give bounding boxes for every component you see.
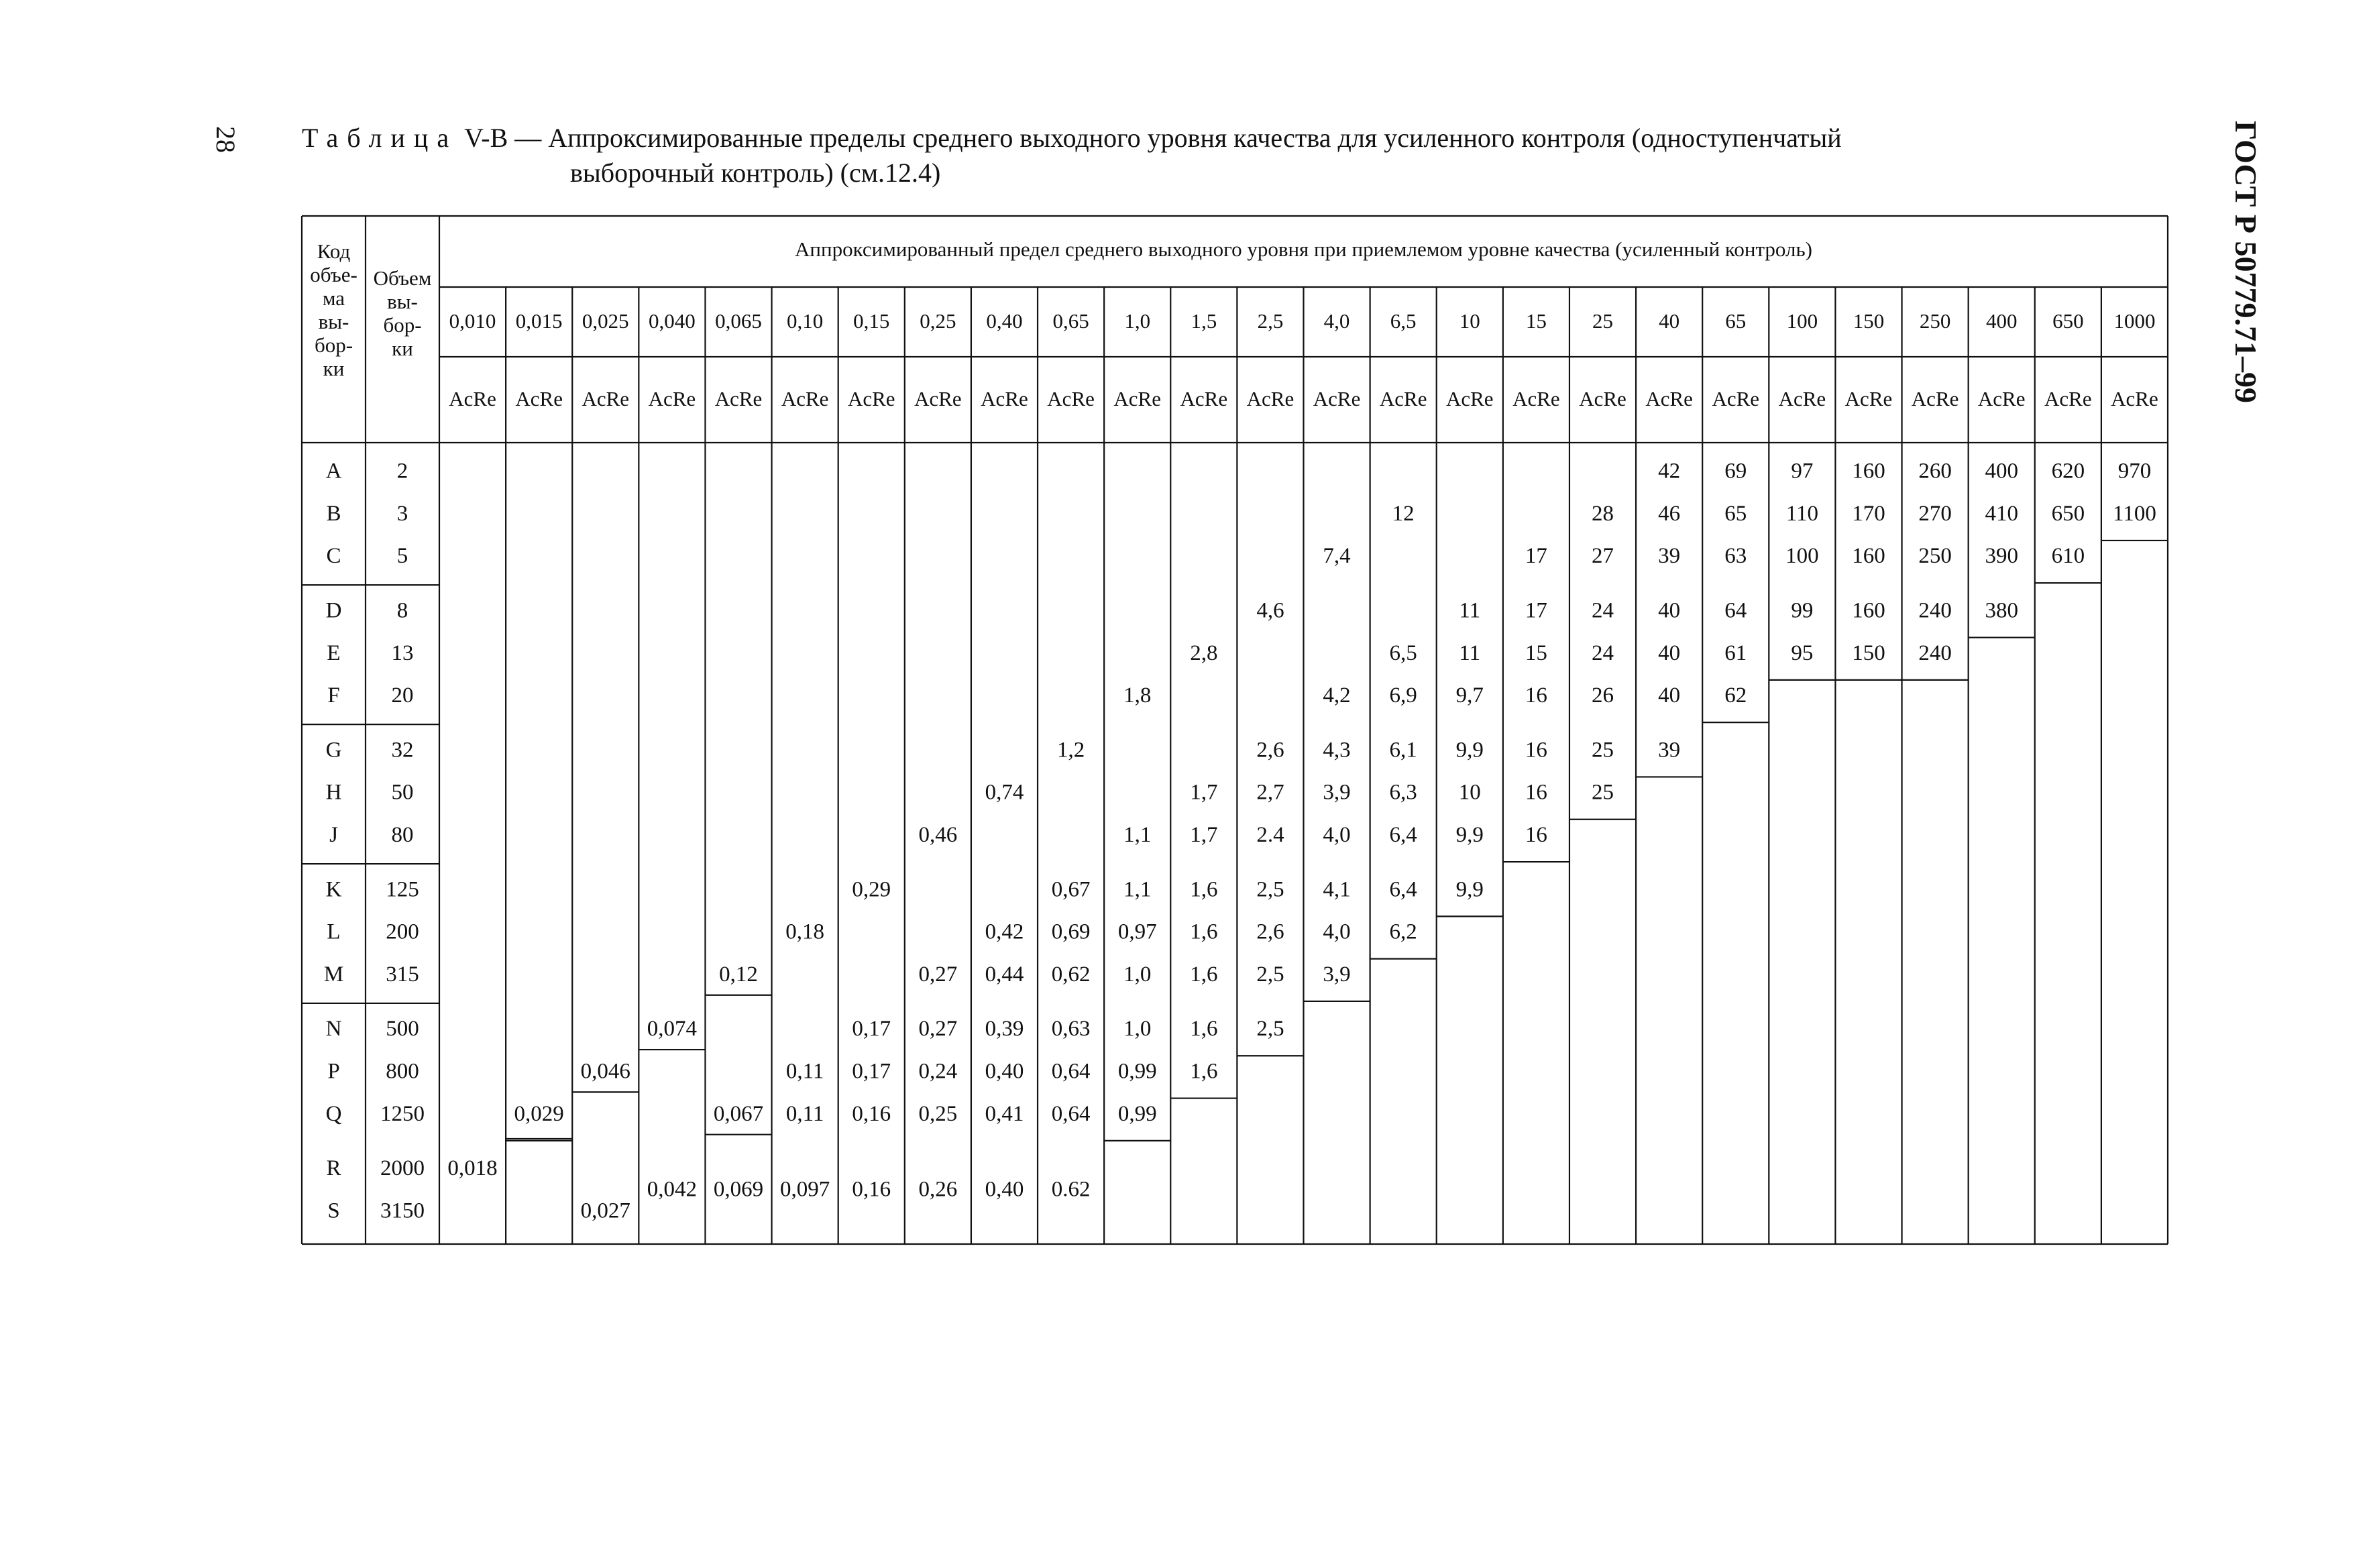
- table-cell-value: 1,0: [1123, 962, 1152, 987]
- aql-header: 1000: [2113, 309, 2156, 333]
- table-cell-value: 1,7: [1190, 780, 1218, 805]
- aql-header: 0,015: [515, 309, 563, 333]
- code-column-header: бор-: [314, 333, 353, 357]
- aql-header: 250: [1919, 309, 1951, 333]
- table-cell-value: 4,6: [1256, 598, 1284, 623]
- table-cell-value: 0,29: [852, 877, 891, 902]
- table-cell-value: 1,6: [1190, 962, 1218, 987]
- table-cell-value: 650: [2051, 501, 2085, 526]
- aql-header: 0,10: [787, 309, 824, 333]
- main-header: Аппроксимированный предел среднего выходного уровня при приемлемом уровне качества (усиленный контроль): [795, 237, 1812, 262]
- row-code: A: [325, 459, 342, 484]
- table-cell-value: 1100: [2113, 501, 2156, 526]
- table-cell-value: 0,25: [918, 1101, 958, 1126]
- acre-header: AcRe: [1844, 387, 1893, 411]
- table-cell-value: 1,2: [1056, 738, 1085, 763]
- table-cell-value: 0,027: [580, 1198, 630, 1223]
- table-cell-value: 4,3: [1323, 738, 1351, 763]
- table-cell-value: 64: [1724, 598, 1747, 623]
- table-cell-value: 4,1: [1323, 877, 1351, 902]
- row-code: N: [325, 1017, 342, 1042]
- acre-header: AcRe: [1246, 387, 1294, 411]
- acre-header: AcRe: [1379, 387, 1427, 411]
- aql-header: 150: [1853, 309, 1885, 333]
- table-cell-value: 1,6: [1190, 1059, 1218, 1084]
- table-cell-value: 9,7: [1455, 683, 1484, 708]
- table-cell-value: 0,042: [647, 1177, 698, 1202]
- acre-header: AcRe: [981, 387, 1028, 411]
- table-cell-value: 0,17: [852, 1059, 891, 1084]
- table-cell-value: 0,39: [985, 1017, 1024, 1042]
- row-size: 3: [396, 501, 408, 526]
- table-cell-value: 11: [1459, 640, 1481, 665]
- table-cell-value: 620: [2051, 459, 2085, 484]
- acre-header: AcRe: [1579, 387, 1626, 411]
- code-column-header: ки: [323, 357, 345, 381]
- acre-header: AcRe: [1180, 387, 1228, 411]
- table-cell-value: 2,5: [1256, 877, 1284, 902]
- table-cell-value: 970: [2117, 459, 2152, 484]
- table-cell-value: 0.62: [1051, 1177, 1091, 1202]
- row-size: 13: [391, 640, 414, 665]
- row-size: 2: [396, 459, 408, 484]
- table-cell-value: 1,8: [1123, 683, 1152, 708]
- table-cell-value: 26: [1592, 683, 1614, 708]
- table-cell-value: 17: [1525, 544, 1547, 569]
- table-cell-value: 0,44: [985, 962, 1024, 987]
- table-cell-value: 95: [1791, 640, 1814, 665]
- row-size: 125: [386, 877, 419, 902]
- row-size: 50: [391, 780, 414, 805]
- table-cell-value: 0,24: [918, 1059, 958, 1084]
- aql-header: 0,40: [986, 309, 1023, 333]
- table-cell-value: 2,7: [1256, 780, 1284, 805]
- aql-header: 100: [1786, 309, 1818, 333]
- table-cell-value: 240: [1918, 598, 1952, 623]
- table-cell-value: 400: [1985, 459, 2018, 484]
- row-code: F: [327, 683, 340, 708]
- table-cell-value: 0,069: [713, 1177, 764, 1202]
- acre-header: AcRe: [714, 387, 763, 411]
- caption-label: Таблица: [302, 123, 458, 153]
- table-cell-value: 0,40: [985, 1059, 1024, 1084]
- table-cell-value: 4,0: [1323, 822, 1351, 847]
- table-cell-value: 0,074: [647, 1017, 698, 1042]
- table-cell-value: 11: [1459, 598, 1481, 623]
- acre-header: AcRe: [1512, 387, 1560, 411]
- table-cell-value: 6,9: [1389, 683, 1417, 708]
- table-cell-value: 7,4: [1323, 544, 1351, 569]
- acre-header: AcRe: [1712, 387, 1760, 411]
- table-cell-value: 46: [1658, 501, 1681, 526]
- row-code: K: [325, 877, 342, 902]
- table-cell-value: 61: [1724, 640, 1747, 665]
- aql-header: 6,5: [1390, 309, 1417, 333]
- table-cell-value: 2,5: [1256, 962, 1284, 987]
- row-code: S: [327, 1198, 340, 1223]
- table-cell-value: 0,16: [852, 1177, 891, 1202]
- table-cell-value: 6,3: [1389, 780, 1417, 805]
- acre-header: AcRe: [1977, 387, 2026, 411]
- aql-header: 10: [1459, 309, 1480, 333]
- table-cell-value: 0,27: [918, 1017, 958, 1042]
- row-size: 20: [391, 683, 414, 708]
- table-cell-value: 62: [1724, 683, 1747, 708]
- table-cell-value: 39: [1658, 738, 1681, 763]
- aql-header: 650: [2052, 309, 2084, 333]
- table-cell-value: 0,62: [1051, 962, 1091, 987]
- table-cell-value: 40: [1658, 683, 1681, 708]
- table-cell-value: 3,9: [1323, 962, 1351, 987]
- aql-header: 1,5: [1191, 309, 1217, 333]
- table-cell-value: 1,7: [1190, 822, 1218, 847]
- table-cell-value: 0,018: [447, 1156, 498, 1181]
- row-code: E: [327, 640, 341, 665]
- standard-title-text: ГОСТ Р 50779.71–99: [2229, 121, 2263, 403]
- table-cell-value: 0,12: [719, 962, 758, 987]
- row-size: 500: [386, 1017, 419, 1042]
- table-cell-value: 160: [1852, 459, 1885, 484]
- table-cell-value: 25: [1592, 738, 1614, 763]
- row-size: 80: [391, 822, 414, 847]
- size-column-header: вы-: [387, 290, 418, 314]
- aql-header: 0,25: [920, 309, 956, 333]
- row-code: D: [325, 598, 342, 623]
- acre-header: AcRe: [2044, 387, 2092, 411]
- table-cell-value: 0,11: [785, 1059, 824, 1084]
- acre-header: AcRe: [1047, 387, 1095, 411]
- table-cell-value: 0,42: [985, 919, 1024, 944]
- table-cell-value: 410: [1985, 501, 2018, 526]
- size-column-header: Объем: [373, 266, 432, 290]
- table-cell-value: 0,63: [1051, 1017, 1091, 1042]
- row-size: 800: [386, 1059, 419, 1084]
- row-code: L: [327, 919, 341, 944]
- acre-header: AcRe: [847, 387, 895, 411]
- table-cell-value: 0,27: [918, 962, 958, 987]
- row-code: P: [327, 1059, 340, 1084]
- aql-header: 15: [1525, 309, 1547, 333]
- acre-header: AcRe: [2111, 387, 2158, 411]
- table-cell-value: 4,0: [1323, 919, 1351, 944]
- row-code: Q: [325, 1101, 342, 1126]
- table-cell-value: 0,99: [1117, 1059, 1157, 1084]
- table-cell-value: 27: [1592, 544, 1614, 569]
- table-cell-value: 0,26: [918, 1177, 958, 1202]
- aql-header: 0,065: [715, 309, 762, 333]
- size-column-header: ки: [392, 337, 413, 361]
- table-cell-value: 16: [1525, 780, 1547, 805]
- table-cell-value: 2.4: [1256, 822, 1284, 847]
- acre-header: AcRe: [914, 387, 962, 411]
- row-code: G: [325, 738, 342, 763]
- aql-header: 2,5: [1257, 309, 1284, 333]
- table-cell-value: 65: [1724, 501, 1747, 526]
- table-cell-value: 24: [1592, 640, 1614, 665]
- table-cell-value: 39: [1658, 544, 1681, 569]
- row-code: M: [323, 962, 344, 987]
- table-cell-value: 0,69: [1051, 919, 1091, 944]
- aql-header: 0,65: [1052, 309, 1089, 333]
- table-cell-value: 17: [1525, 598, 1547, 623]
- table-cell-value: 42: [1658, 459, 1681, 484]
- aql-header: 0,010: [449, 309, 496, 333]
- table-cell-value: 40: [1658, 598, 1681, 623]
- table-cell-value: 69: [1724, 459, 1747, 484]
- table-cell-value: 24: [1592, 598, 1614, 623]
- aql-header: 40: [1659, 309, 1680, 333]
- table-cell-value: 25: [1592, 780, 1614, 805]
- table-cell-value: 15: [1525, 640, 1547, 665]
- row-size: 315: [386, 962, 419, 987]
- table-cell-value: 0,74: [985, 780, 1024, 805]
- acre-header: AcRe: [1445, 387, 1494, 411]
- caption-line-2: выборочный контроль) (см.12.4): [570, 158, 941, 188]
- table-cell-value: 0,17: [852, 1017, 891, 1042]
- row-code: R: [326, 1156, 341, 1181]
- acre-header: AcRe: [1778, 387, 1826, 411]
- aql-header: 0,15: [853, 309, 890, 333]
- acre-header: AcRe: [582, 387, 630, 411]
- table-cell-value: 380: [1985, 598, 2018, 623]
- table-cell-value: 99: [1791, 598, 1814, 623]
- table-cell-value: 270: [1918, 501, 1952, 526]
- table-cell-value: 6,5: [1389, 640, 1417, 665]
- acre-header: AcRe: [1313, 387, 1361, 411]
- table-cell-value: 0,67: [1051, 877, 1091, 902]
- table-cell-value: 0,097: [780, 1177, 830, 1202]
- acre-header: AcRe: [781, 387, 829, 411]
- table-cell-value: 9,9: [1455, 738, 1484, 763]
- table-cell-value: 0,64: [1051, 1059, 1091, 1084]
- table-cell-value: 0,64: [1051, 1101, 1091, 1126]
- table-cell-value: 1,6: [1190, 877, 1218, 902]
- table-cell-value: 0,16: [852, 1101, 891, 1126]
- size-column-header: бор-: [383, 313, 422, 337]
- code-column-header: вы-: [318, 310, 349, 334]
- table-cell-value: 250: [1918, 544, 1952, 569]
- table-cell-value: 2,6: [1256, 919, 1284, 944]
- table-cell-value: 1,6: [1190, 919, 1218, 944]
- table-cell-value: 0,46: [918, 822, 958, 847]
- caption-text: V-B — Аппроксимированные пределы среднего выходного уровня качества для усиленного контроля (одноступенчатый: [464, 123, 1842, 153]
- table-cell-value: 1,6: [1190, 1017, 1218, 1042]
- table-cell-value: 16: [1525, 822, 1547, 847]
- table-cell-value: 160: [1852, 544, 1885, 569]
- row-size: 200: [386, 919, 419, 944]
- acre-header: AcRe: [515, 387, 563, 411]
- table-cell-value: 6,4: [1389, 822, 1417, 847]
- aql-header: 65: [1725, 309, 1747, 333]
- table-cell-value: 2,8: [1190, 640, 1218, 665]
- row-size: 1250: [380, 1101, 425, 1126]
- table-cell-value: 6,4: [1389, 877, 1417, 902]
- table-cell-value: 16: [1525, 683, 1547, 708]
- page-number: 28: [211, 126, 241, 153]
- row-size: 3150: [380, 1198, 425, 1223]
- table-cell-value: 390: [1985, 544, 2018, 569]
- table-cell-value: 0,046: [580, 1059, 630, 1084]
- acre-header: AcRe: [1645, 387, 1693, 411]
- table-cell-value: 0,99: [1117, 1101, 1157, 1126]
- table-cell-value: 10: [1458, 780, 1481, 805]
- table-cell-value: 63: [1724, 544, 1747, 569]
- acre-header: AcRe: [449, 387, 496, 411]
- aql-header: 1,0: [1124, 309, 1151, 333]
- table-cell-value: 0,41: [985, 1101, 1024, 1126]
- table-cell-value: 97: [1791, 459, 1814, 484]
- table-cell-value: 100: [1785, 544, 1819, 569]
- aql-header: 25: [1592, 309, 1614, 333]
- table-cell-value: 110: [1785, 501, 1819, 526]
- table-cell-value: 28: [1592, 501, 1614, 526]
- table-cell-value: 0,11: [785, 1101, 824, 1126]
- table-cell-value: 240: [1918, 640, 1952, 665]
- table-cell-value: 160: [1852, 598, 1885, 623]
- table-cell-value: 2,6: [1256, 738, 1284, 763]
- table-cell-value: 610: [2051, 544, 2085, 569]
- table-cell-value: 1,1: [1123, 877, 1152, 902]
- code-column-header: Код: [317, 239, 351, 264]
- acre-header: AcRe: [1911, 387, 1959, 411]
- aql-header: 0,025: [582, 309, 629, 333]
- aql-header: 0,040: [649, 309, 696, 333]
- row-size: 32: [391, 738, 414, 763]
- table-cell-value: 12: [1392, 501, 1415, 526]
- table-cell-value: 40: [1658, 640, 1681, 665]
- row-size: 8: [396, 598, 408, 623]
- table-cell-value: 4,2: [1323, 683, 1351, 708]
- table-cell-value: 170: [1852, 501, 1885, 526]
- row-code: B: [326, 501, 341, 526]
- acre-header: AcRe: [648, 387, 696, 411]
- aql-header: 4,0: [1323, 309, 1350, 333]
- code-column-header: ма: [322, 286, 345, 311]
- table-cell-value: 9,9: [1455, 877, 1484, 902]
- table-cell-value: 0,97: [1117, 919, 1157, 944]
- table-cell-value: 3,9: [1323, 780, 1351, 805]
- table-cell-value: 0,029: [514, 1101, 564, 1126]
- table-cell-value: 2,5: [1256, 1017, 1284, 1042]
- row-size: 2000: [380, 1156, 425, 1181]
- row-size: 5: [396, 544, 408, 569]
- table-cell-value: 1,1: [1123, 822, 1152, 847]
- row-code: C: [326, 544, 341, 569]
- table-cell-value: 6,1: [1389, 738, 1417, 763]
- table-cell-value: 6,2: [1389, 919, 1417, 944]
- table-cell-value: 0,40: [985, 1177, 1024, 1202]
- table-cell-value: 150: [1852, 640, 1885, 665]
- table-cell-value: 9,9: [1455, 822, 1484, 847]
- table-cell-value: 1,0: [1123, 1017, 1152, 1042]
- table-cell-value: 16: [1525, 738, 1547, 763]
- table-cell-value: 260: [1918, 459, 1952, 484]
- row-code: H: [325, 780, 342, 805]
- code-column-header: объе-: [310, 263, 357, 287]
- table-cell-value: 0,18: [785, 919, 825, 944]
- row-code: J: [329, 822, 338, 847]
- table-cell-value: 0,067: [713, 1101, 764, 1126]
- aql-header: 400: [1985, 309, 2018, 333]
- acre-header: AcRe: [1113, 387, 1162, 411]
